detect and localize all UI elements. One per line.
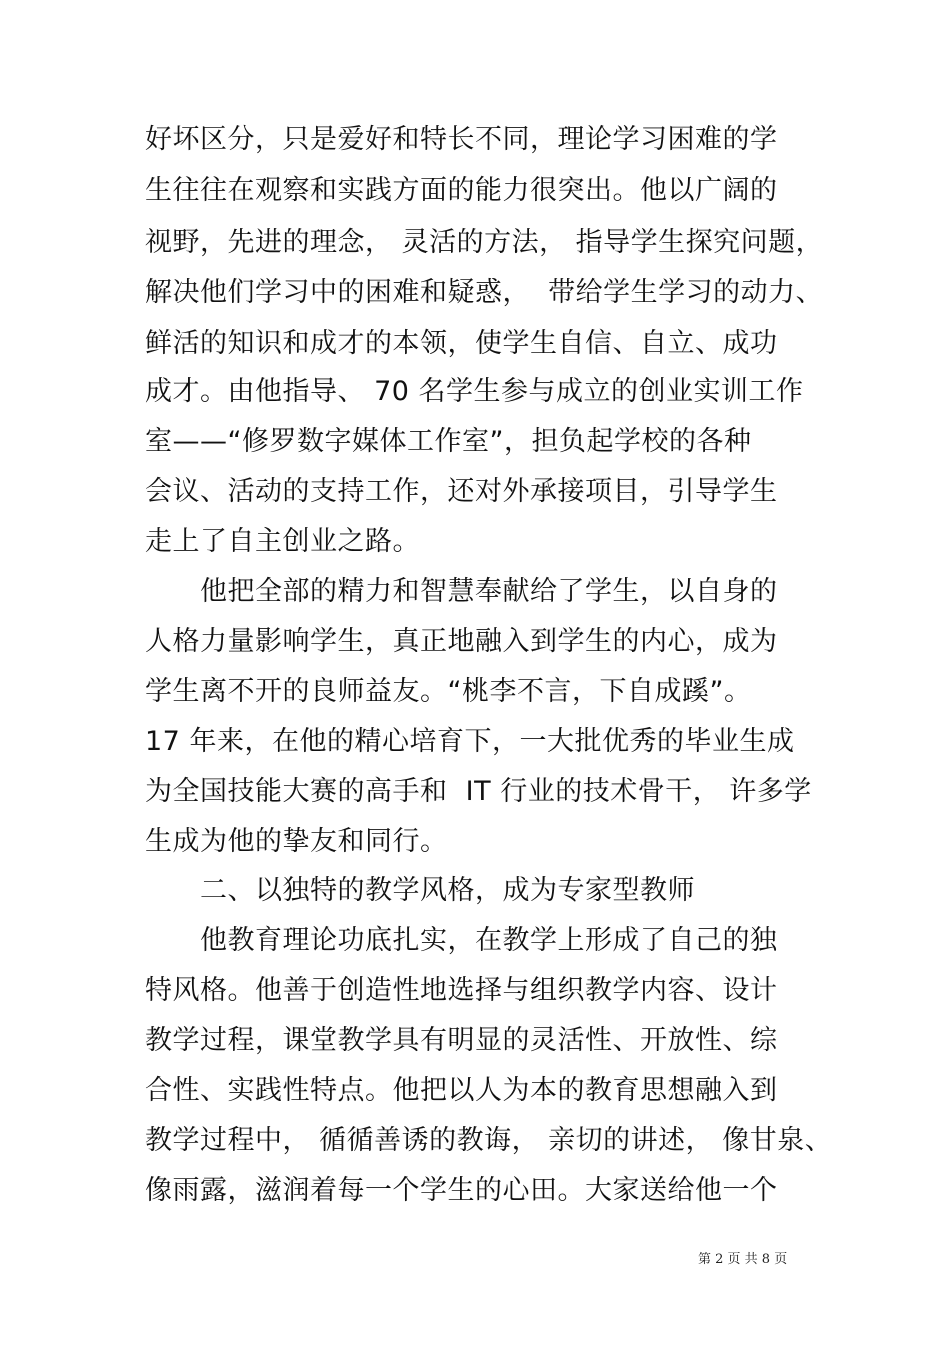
paragraph-line: 生成为他的挚友和同行。: [145, 826, 448, 857]
paragraph-line: 解决他们学习中的困难和疑惑， 带给学生学习的动力、: [145, 277, 824, 308]
paragraph-line: 合性、实践性特点。他把以人为本的教育思想融入到: [145, 1075, 778, 1106]
paragraph-line: 生往往在观察和实践方面的能力很突出。他以广阔的: [145, 175, 778, 206]
paragraph-line: 走上了自主创业之路。: [145, 526, 420, 557]
paragraph-line: 鲜活的知识和成才的本领，使学生自信、自立、成功: [145, 328, 778, 359]
paragraph-line: 他把全部的精力和智慧奉献给了学生，以自身的: [145, 576, 778, 607]
paragraph-line: 成才。由他指导、 70 名学生参与成立的创业实训工作: [145, 376, 804, 407]
section-heading: 二、以独特的教学风格，成为专家型教师: [145, 875, 695, 906]
paragraph-line: 17 年来，在他的精心培育下，一大批优秀的毕业生成: [145, 726, 795, 757]
paragraph-line: 为全国技能大赛的高手和 IT 行业的技术骨干， 许多学: [145, 776, 812, 807]
paragraph-line: 特风格。他善于创造性地选择与组织教学内容、设计: [145, 975, 778, 1006]
paragraph-line: 视野，先进的理念， 灵活的方法， 指导学生探究问题，: [145, 227, 824, 258]
paragraph-line: 他教育理论功底扎实，在教学上形成了自己的独: [145, 925, 778, 956]
page-number-footer: 第 2 页 共 8 页: [698, 1252, 788, 1267]
paragraph-line: 室——“修罗数字媒体工作室”，担负起学校的各种: [145, 426, 752, 457]
paragraph-line: 人格力量影响学生，真正地融入到学生的内心，成为: [145, 626, 778, 657]
paragraph-line: 会议、活动的支持工作，还对外承接项目，引导学生: [145, 476, 778, 507]
paragraph-line: 像雨露，滋润着每一个学生的心田。大家送给他一个: [145, 1175, 778, 1206]
paragraph-line: 学生离不开的良师益友。“桃李不言，下自成蹊”。: [145, 676, 752, 707]
paragraph-line: 教学过程，课堂教学具有明显的灵活性、开放性、综: [145, 1025, 778, 1056]
paragraph-line: 教学过程中， 循循善诱的教诲， 亲切的讲述， 像甘泉、: [145, 1125, 833, 1156]
paragraph-line: 好坏区分，只是爱好和特长不同，理论学习困难的学: [145, 124, 778, 155]
